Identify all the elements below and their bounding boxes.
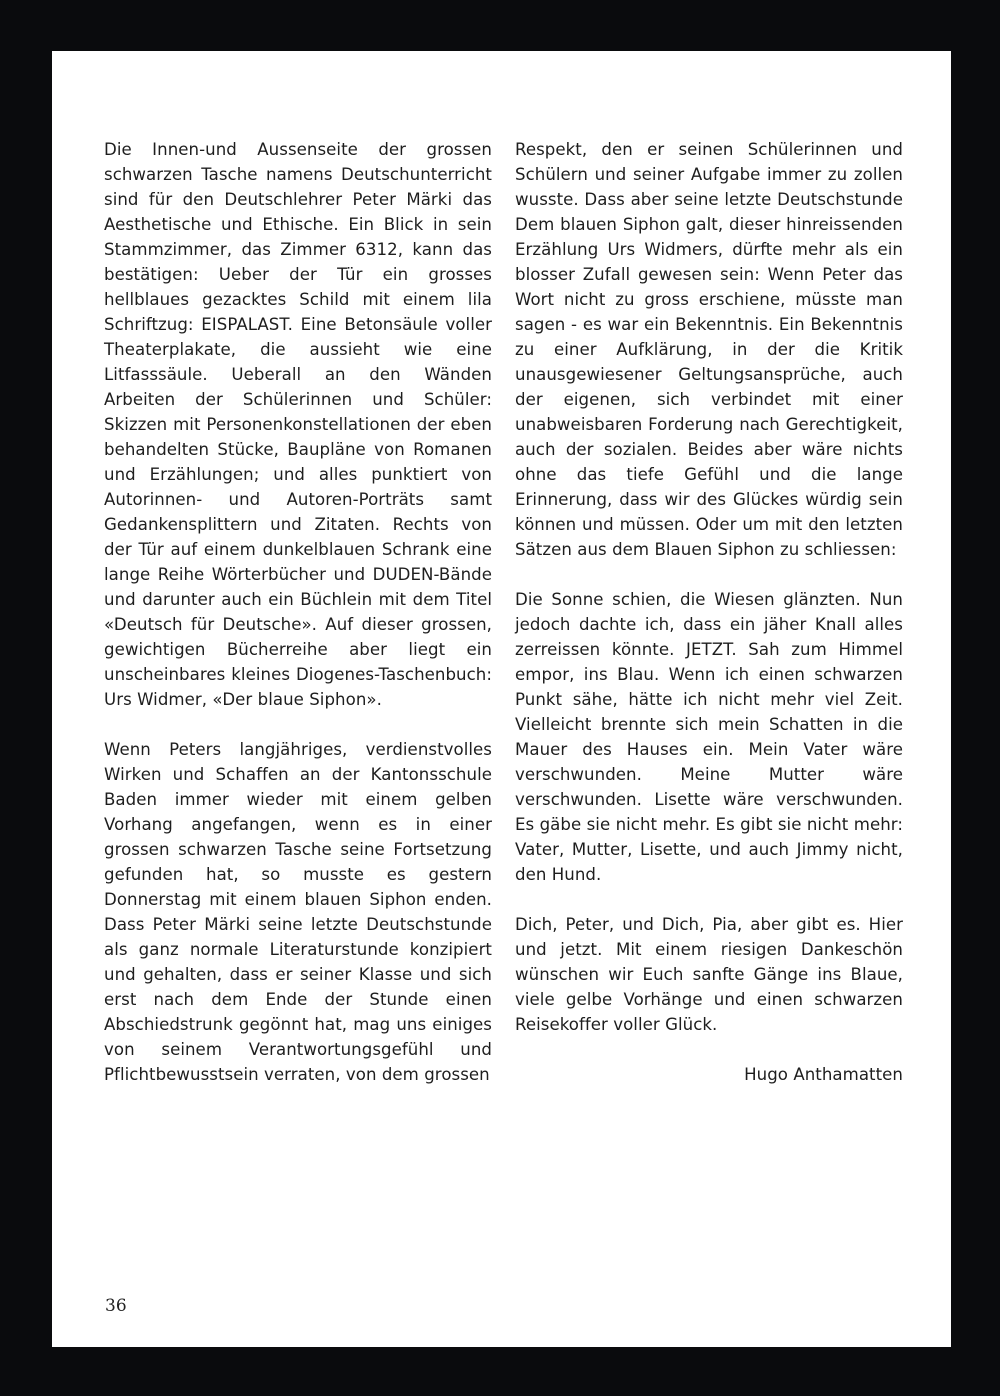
paragraph: Die Innen-und Aussenseite der grossen schwarzen Tasche namens Deutschunterricht sind für den Deutschlehrer Peter Märki das Aesthetische und Ethische. Ein Blick in sein Stammzimmer, das Zimmer 6312, kann das bestätigen: Ueber der Tür ein grosses hellblaues gezacktes Schild mit einem lila Schriftzug: EISPALAST. Eine Betonsäule voller Theaterplakate, die aussieht wie eine Litfasssäule. Ueberall an den Wänden Arbeiten der Schülerinnen und Schüler: Skizzen mit Personenkonstellationen der eben behandelten Stücke, Baupläne von Romanen und Erzählungen; und alles punktiert von Autorinnen- und Autoren-Porträts samt Gedankensplittern und Zitaten. Rechts von der Tür auf einem dunkelblauen Schrank eine lange Reihe Wörterbücher und DUDEN-Bände und darunter auch ein Büchlein mit dem Titel «Deutsch für Deutsche». Auf dieser grossen, gewichtigen Bücherreihe aber liegt ein unscheinbares kleines Diogenes-Taschenbuch: Urs Widmer, «Der blaue Siphon». xyxy=(104,140,492,709)
page-number: 36 xyxy=(105,1296,127,1316)
paragraph: Dich, Peter, und Dich, Pia, aber gibt es. Hier und jetzt. Mit einem riesigen Dankeschön wünschen wir Euch sanfte Gänge ins Blaue, viele gelbe Vorhänge und einen schwarzen Reisekoffer voller Glück. xyxy=(515,915,903,1034)
author-signature: Hugo Anthamatten xyxy=(744,1065,903,1084)
paragraph: Respekt, den er seinen Schülerinnen und Schülern und seiner Aufgabe immer zu zollen wusste. Dass aber seine letzte Deutschstunde Dem blauen Siphon galt, dieser hinreissenden Erzählung Urs Widmers, dürfte mehr als ein blosser Zufall gewesen sein: Wenn Peter das Wort nicht zu gross erschiene, müsste man sagen - es war ein Bekenntnis. Ein Bekenntnis zu einer Aufklärung, in der die Kritik unausgewiesener Geltungsansprüche, auch der eigenen, sich verbindet mit einer unabweisbaren Forderung nach Gerechtigkeit, auch der sozialen. Beides aber wäre nichts ohne das tiefe Gefühl und die lange Erinnerung, dass wir des Glückes würdig sein können und müssen. Oder um mit den letzten Sätzen aus dem Blauen Siphon zu schliessen: xyxy=(515,140,903,559)
quotation-paragraph: Die Sonne schien, die Wiesen glänzten. Nun jedoch dachte ich, dass ein jäher Knall alles zerreissen könnte. JETZT. Sah zum Himmel empor, ins Blau. Wenn ich einen schwarzen Punkt sähe, hätte ich nicht mehr viel Zeit. Vielleicht brennte sich mein Schatten in die Mauer des Hauses ein. Mein Vater wäre verschwunden. Meine Mutter wäre verschwunden. Lisette wäre verschwunden. Es gäbe sie nicht mehr. Es gibt sie nicht mehr: Vater, Mutter, Lisette, und auch Jimmy nicht, den Hund. xyxy=(515,590,903,884)
left-column xyxy=(104,137,492,1112)
document-page xyxy=(52,51,951,1347)
paragraph: Wenn Peters langjähriges, verdienstvolles Wirken und Schaffen an der Kantonsschule Baden immer wieder mit einem gelben Vorhang angefangen, wenn es in einer grossen schwarzen Tasche seine Fortsetzung gefunden hat, so musste es gestern Donnerstag mit einem blauen Siphon enden. Dass Peter Märki seine letzte Deutschstunde als ganz normale Literaturstunde konzipiert und gehalten, dass er seiner Klasse und sich erst nach dem Ende der Stunde einen Abschiedstrunk gegönnt hat, mag uns einiges von seinem Verantwortungsgefühl und Pflichtbewusstsein verraten, von dem grossen xyxy=(104,740,492,1084)
right-column xyxy=(515,137,903,1112)
